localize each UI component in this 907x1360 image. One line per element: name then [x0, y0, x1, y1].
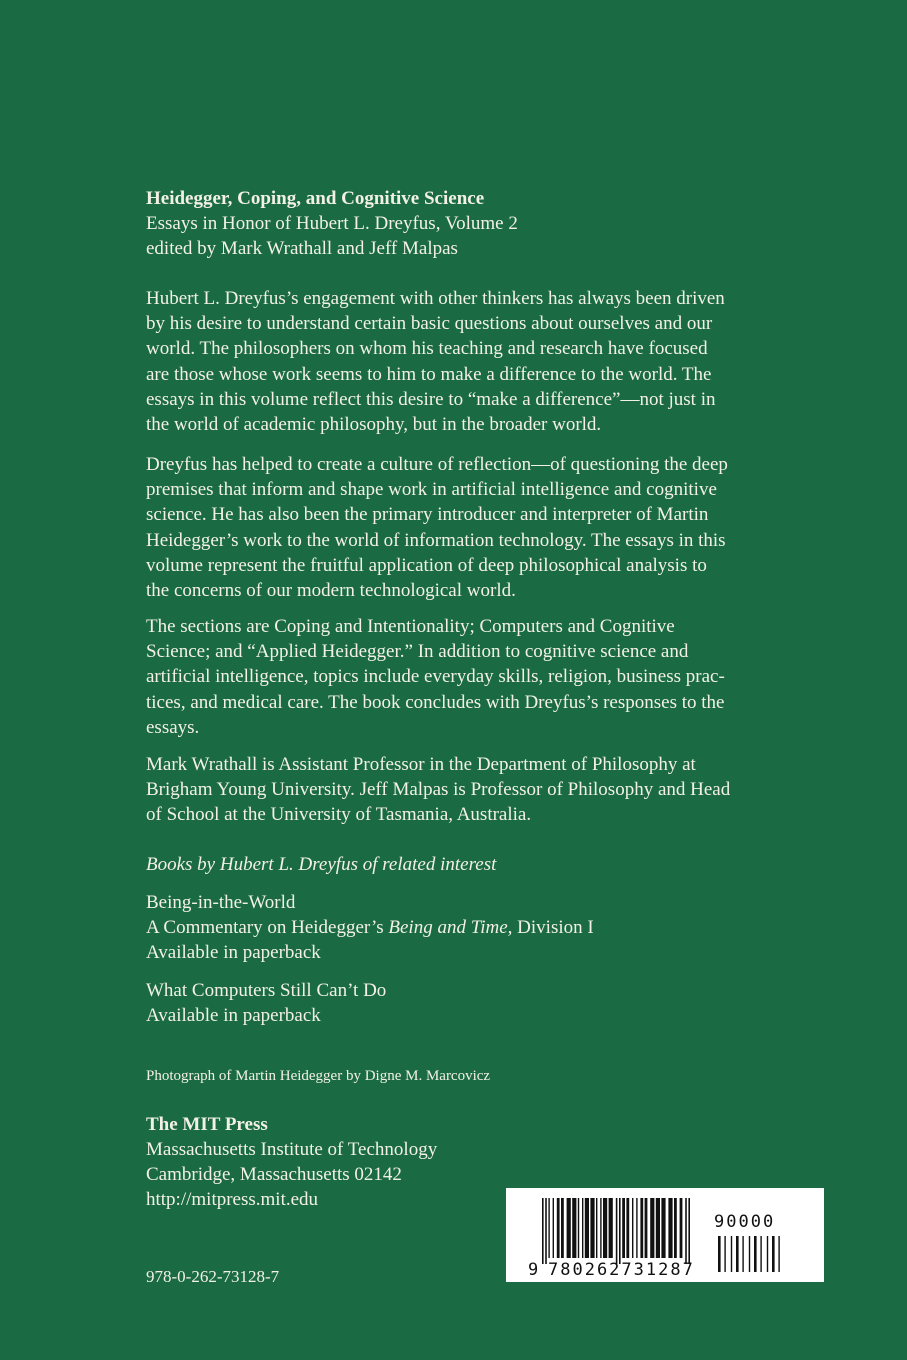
text-line: Science; and “Applied Heidegger.” In addition to cognitive science and — [146, 641, 689, 663]
barcode-bar — [567, 1198, 571, 1258]
text-line: world. The philosophers on whom his teaching and research have focused — [146, 338, 708, 360]
photo-credit: Photograph of Martin Heidegger by Digne M. Marcovicz — [146, 1068, 491, 1084]
barcode-addon-bar — [749, 1236, 750, 1272]
barcode-bar — [661, 1198, 665, 1258]
text-line: The sections are Coping and Intentionality; Computers and Cognitive — [146, 616, 675, 637]
barcode-bar — [645, 1198, 648, 1258]
text-line: Dreyfus has helped to create a culture of reflection—of questioning the deep — [146, 454, 728, 475]
text-line: the world of academic philosophy, but in the broader world. — [146, 414, 602, 436]
title-block — [146, 186, 836, 261]
description-paragraph-1 — [146, 286, 836, 437]
editors-bio — [146, 752, 836, 828]
barcode-addon-bar — [767, 1236, 768, 1272]
description-paragraph-3 — [146, 614, 836, 740]
related-book-title: Being-in-the-World — [146, 892, 296, 913]
barcode-bar — [609, 1198, 613, 1258]
related-book-2 — [146, 978, 836, 1028]
book-editors: edited by Mark Wrathall and Jeff Malpas — [146, 238, 458, 259]
barcode-addon-bar — [772, 1236, 775, 1272]
barcode-bar — [590, 1198, 594, 1258]
text-line: artificial intelligence, topics include everyday skills, religion, business prac- — [146, 666, 725, 688]
barcode-addon-bar — [760, 1236, 761, 1272]
barcode-price-code: 90000 — [714, 1212, 776, 1232]
barcode-addon-bar — [724, 1236, 725, 1272]
subtitle-prefix: A Commentary on Heidegger’s — [146, 917, 389, 938]
text-line: the concerns of our modern technological world. — [146, 580, 516, 602]
publisher-url: http://mitpress.mit.edu — [146, 1189, 319, 1210]
text-line: tices, and medical care. The book concludes with Dreyfus’s responses to the — [146, 691, 725, 713]
subtitle-italic: Being and Time, — [388, 917, 513, 938]
related-book-1 — [146, 890, 836, 965]
barcode-bar — [578, 1198, 579, 1258]
barcode-bar — [688, 1198, 690, 1264]
text-line: of School at the University of Tasmania, Australia. — [146, 804, 532, 826]
barcode-bar — [616, 1198, 618, 1264]
barcode-bar — [656, 1198, 660, 1258]
related-book-availability: Available in paperback — [146, 942, 321, 963]
barcode-bar — [636, 1198, 637, 1258]
barcode — [506, 1188, 824, 1282]
barcode-addon-bar — [742, 1236, 743, 1272]
related-book-title: What Computers Still Can’t Do — [146, 980, 387, 1001]
text-line: Heidegger’s work to the world of information technology. The essays in this — [146, 529, 726, 551]
barcode-bar — [650, 1198, 654, 1258]
barcode-addon-bar — [736, 1236, 739, 1272]
barcode-bar — [680, 1198, 683, 1258]
related-books-heading: Books by Hubert L. Dreyfus of related interest — [146, 854, 497, 875]
text-line: essays in this volume reflect this desire to “make a difference”—not just in — [146, 388, 716, 410]
text-line: Mark Wrathall is Assistant Professor in the Department of Philosophy at — [146, 754, 696, 775]
barcode-bar — [542, 1198, 544, 1264]
publisher-address: Cambridge, Massachusetts 02142 — [146, 1164, 402, 1185]
barcode-addon-bar — [754, 1236, 757, 1272]
text-line: volume represent the fruitful application of deep philosophical analysis to — [146, 554, 707, 576]
text-line: Brigham Young University. Jeff Malpas is Professor of Philosophy and Head — [146, 779, 731, 801]
barcode-bar — [619, 1198, 621, 1264]
book-title: Heidegger, Coping, and Cognitive Science — [146, 188, 485, 209]
text-line: by his desire to understand certain basic questions about ourselves and our — [146, 313, 713, 335]
barcode-lead-digit: 9 — [528, 1260, 541, 1280]
text-line: essays. — [146, 716, 200, 738]
text-line: are those whose work seems to him to make a difference to the world. The — [146, 363, 712, 385]
barcode-bar — [545, 1198, 547, 1264]
barcode-addon-bar — [778, 1236, 779, 1272]
barcode-bar — [548, 1198, 549, 1258]
subtitle-suffix: Division I — [512, 917, 594, 938]
description-paragraph-2 — [146, 452, 836, 603]
related-book-subtitle — [146, 915, 836, 940]
barcode-addon-bar — [731, 1236, 732, 1272]
publisher-institution: Massachusetts Institute of Technology — [146, 1139, 438, 1160]
barcode-digits: 780262731287 — [548, 1260, 695, 1280]
barcode-bar — [622, 1198, 625, 1258]
barcode-bar — [561, 1198, 564, 1258]
book-subtitle: Essays in Honor of Hubert L. Dreyfus, Volume 2 — [146, 213, 518, 234]
barcode-bar — [582, 1198, 583, 1258]
publisher-name: The MIT Press — [146, 1114, 268, 1135]
barcode-bar — [596, 1198, 597, 1258]
text-line: science. He has also been the primary introducer and interpreter of Martin — [146, 504, 709, 526]
barcode-bar — [553, 1198, 554, 1258]
isbn: 978-0-262-73128-7 — [146, 1267, 280, 1286]
barcode-bar — [685, 1198, 687, 1264]
barcode-bar — [600, 1198, 601, 1258]
barcode-bar — [557, 1198, 560, 1258]
barcode-bar — [640, 1198, 643, 1258]
barcode-bar — [674, 1198, 677, 1258]
barcode-addon-bar — [718, 1236, 721, 1272]
barcode-bar — [668, 1198, 672, 1258]
barcode-bar — [632, 1198, 633, 1258]
barcode-bar — [626, 1198, 629, 1258]
barcode-bar — [603, 1198, 607, 1258]
text-line: Hubert L. Dreyfus’s engagement with other thinkers has always been driven — [146, 288, 725, 309]
text-line: premises that inform and shape work in artificial intelligence and cognitive — [146, 479, 717, 501]
related-book-availability: Available in paperback — [146, 1005, 321, 1026]
barcode-bar — [572, 1198, 576, 1258]
barcode-bar — [585, 1198, 589, 1258]
